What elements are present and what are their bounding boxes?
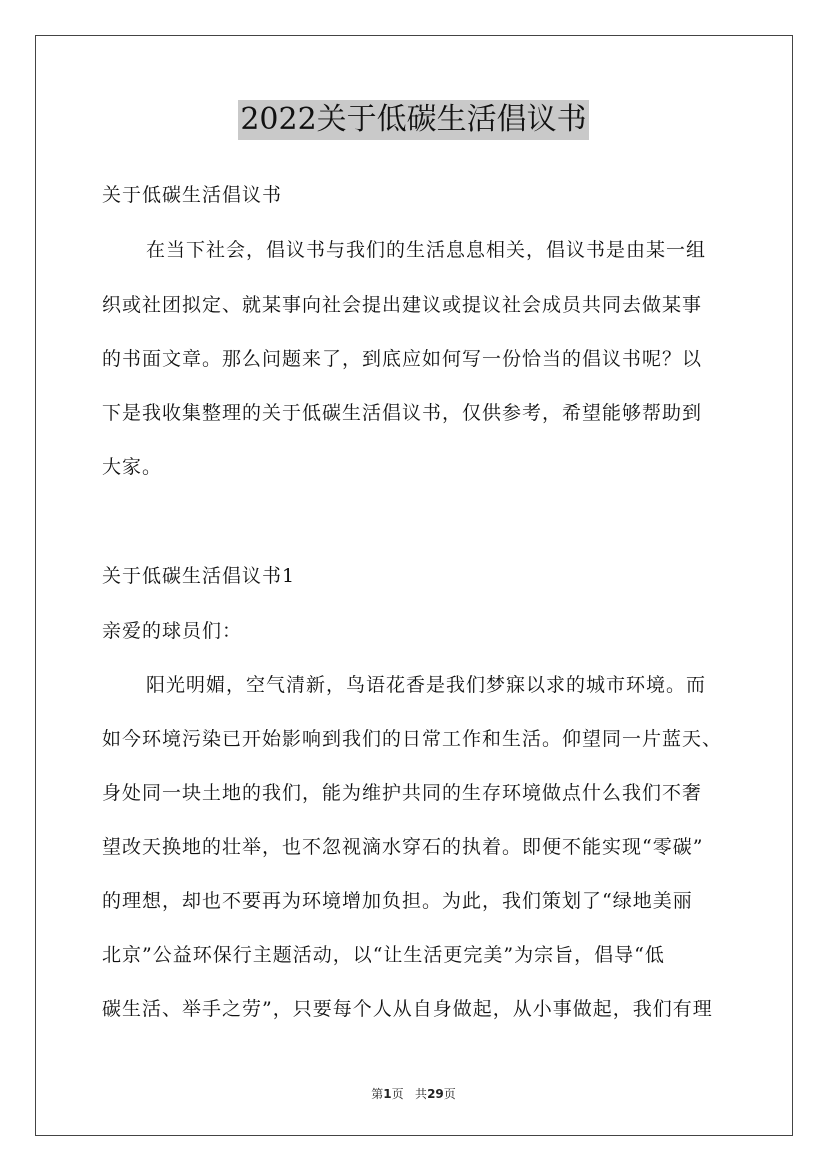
footer-page-number: 1 <box>383 1087 392 1101</box>
intro-line-4: 下是我收集整理的关于低碳生活倡议书，仅供参考，希望能够帮助到 <box>102 402 703 424</box>
footer-total-prefix: 共 <box>415 1087 428 1101</box>
section-title: 关于低碳生活倡议书1 <box>102 565 296 587</box>
footer-total-suffix: 页 <box>443 1087 456 1101</box>
body-line-1: 阳光明媚，空气清新，鸟语花香是我们梦寐以求的城市环境。而 <box>146 674 707 696</box>
salutation: 亲爱的球员们： <box>102 620 243 642</box>
footer-total-pages: 29 <box>427 1087 444 1101</box>
body-line-2: 如今环境污染已开始影响到我们的日常工作和生活。仰望同一片蓝天、 <box>102 728 723 750</box>
footer-page-suffix: 页 <box>391 1087 404 1101</box>
body-line-4: 望改天换地的壮举，也不忽视滴水穿石的执着。即便不能实现“零碳” <box>102 836 704 858</box>
body-line-6: 北京”公益环保行主题活动，以“让生活更完美”为宗旨，倡导“低 <box>102 944 665 966</box>
title-container <box>0 100 827 140</box>
document-title: 2022关于低碳生活倡议书 <box>238 100 588 140</box>
body-line-5: 的理想，却也不要再为环境增加负担。为此，我们策划了“绿地美丽 <box>102 890 693 912</box>
intro-line-5: 大家。 <box>102 456 163 478</box>
page-footer <box>0 1085 827 1102</box>
body-line-3: 身处同一块土地的我们，能为维护共同的生存环境做点什么我们不奢 <box>102 782 703 804</box>
footer-prefix: 第 <box>371 1087 384 1101</box>
body-line-7: 碳生活、举手之劳”，只要每个人从自身做起，从小事做起，我们有理 <box>102 998 713 1020</box>
intro-line-1: 在当下社会，倡议书与我们的生活息息相关，倡议书是由某一组 <box>146 239 707 261</box>
intro-line-3: 的书面文章。那么问题来了，到底应如何写一份恰当的倡议书呢？以 <box>102 348 703 370</box>
document-heading: 关于低碳生活倡议书 <box>102 184 283 206</box>
intro-line-2: 织或社团拟定、就某事向社会提出建议或提议社会成员共同去做某事 <box>102 294 703 316</box>
